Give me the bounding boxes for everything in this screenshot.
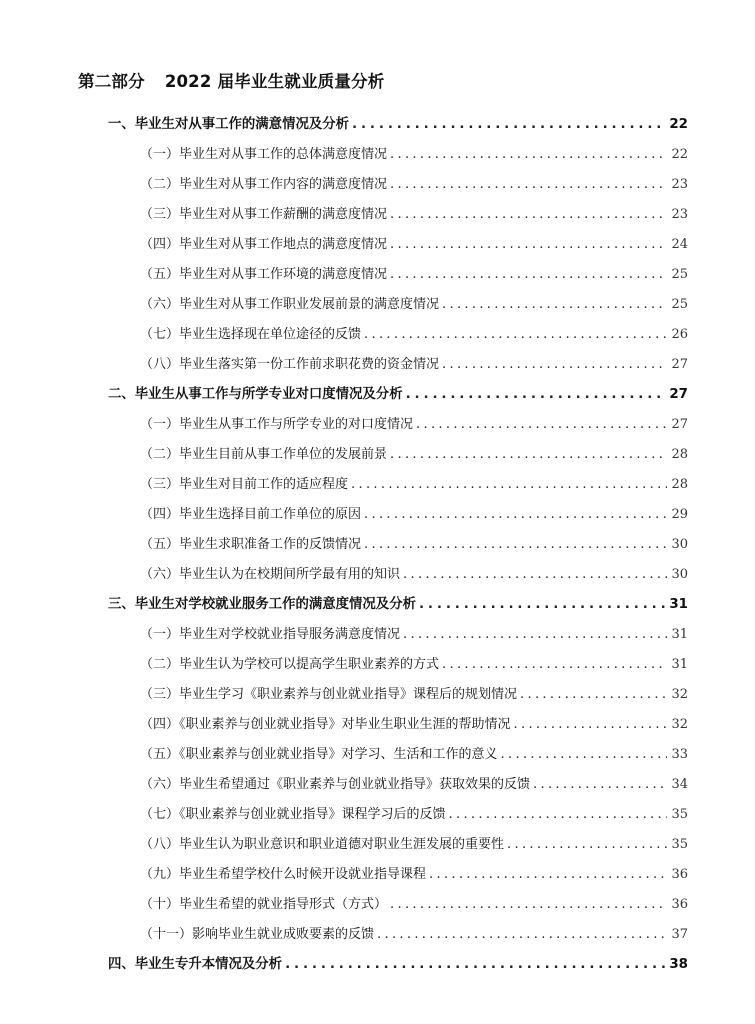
toc-subsection-entry[interactable] [140,174,688,196]
toc-entry-label: （三）毕业生对目前工作的适应程度 [140,477,349,492]
toc-page-number: 28 [671,447,688,462]
part-title-text: 2022 届毕业生就业质量分析 [164,72,385,91]
toc-entry-label: （十一）影响毕业生就业成败要素的反馈 [140,927,375,942]
toc-page-number: 37 [671,927,688,942]
toc-entry-label: （二）毕业生目前从事工作单位的发展前景 [140,447,388,462]
dot-leader [416,414,667,436]
dot-leader [520,684,667,706]
toc-page-number: 24 [671,237,688,252]
dot-leader [390,444,667,466]
toc-page-number: 22 [671,147,688,162]
toc-entry-label: （四）《职业素养与创业就业指导》对毕业生职业生涯的帮助情况 [140,717,511,732]
toc-entry-label: （一）毕业生从事工作与所学专业的对口度情况 [140,417,414,432]
toc-entry-label: （三）毕业生学习《职业素养与创业就业指导》课程后的规划情况 [140,687,518,702]
toc-page-number: 35 [671,807,688,822]
toc-entry-label: （六）毕业生希望通过《职业素养与创业就业指导》获取效果的反馈 [140,777,531,792]
toc-entry-label: （二）毕业生对从事工作内容的满意度情况 [140,177,388,192]
toc-page-number: 36 [671,867,688,882]
dot-leader [419,594,665,616]
toc-page-number: 32 [671,717,688,732]
toc-entry-label: 二、毕业生从事工作与所学专业对口度情况及分析 [108,387,403,402]
toc-subsection-entry[interactable] [140,414,688,436]
toc-page-number: 25 [671,297,688,312]
toc-subsection-entry[interactable] [140,294,688,316]
dot-leader [406,384,666,406]
toc-subsection-entry[interactable] [140,744,688,766]
toc-entry-label: （三）毕业生对从事工作薪酬的满意度情况 [140,207,388,222]
toc-page-number: 23 [671,177,688,192]
toc-subsection-entry[interactable] [140,324,688,346]
toc-subsection-entry[interactable] [140,144,688,166]
dot-leader [364,504,667,526]
toc-section-entry[interactable] [108,114,688,136]
dot-leader [449,804,668,826]
dot-leader [364,534,667,556]
toc-section-entry[interactable] [108,954,688,976]
toc-subsection-entry[interactable] [140,234,688,256]
dot-leader [390,234,667,256]
dot-leader [514,714,668,736]
toc-subsection-entry[interactable] [140,864,688,886]
toc-subsection-entry[interactable] [140,834,688,856]
toc-subsection-entry[interactable] [140,894,688,916]
toc-subsection-entry[interactable] [140,774,688,796]
toc-subsection-entry[interactable] [140,354,688,376]
dot-leader [501,744,668,766]
dot-leader [377,924,667,946]
toc-subsection-entry[interactable] [140,474,688,496]
dot-leader [390,174,667,196]
toc-subsection-entry[interactable] [140,534,688,556]
toc-subsection-entry[interactable] [140,624,688,646]
part-number: 第二部分 [78,72,145,91]
toc-page-number: 31 [671,627,688,642]
toc-subsection-entry[interactable] [140,804,688,826]
toc-page-number: 38 [669,957,688,972]
dot-leader [364,324,667,346]
toc-page-number: 30 [671,567,688,582]
toc-page-number: 30 [671,537,688,552]
dot-leader [442,354,667,376]
dot-leader [390,144,667,166]
toc-entry-label: （六）毕业生认为在校期间所学最有用的知识 [140,567,401,582]
toc-page-number: 27 [671,417,688,432]
toc-entry-label: （二）毕业生认为学校可以提高学生职业素养的方式 [140,657,440,672]
toc-entry-label: （八）毕业生落实第一份工作前求职花费的资金情况 [140,357,440,372]
toc-page-number: 27 [669,387,688,402]
toc-entry-label: （五）毕业生对从事工作环境的满意度情况 [140,267,388,282]
toc-page-number: 33 [671,747,688,762]
toc-page-number: 34 [671,777,688,792]
toc-entry-label: （一）毕业生对学校就业指导服务满意度情况 [140,627,401,642]
toc-entry-label: 一、毕业生对从事工作的满意情况及分析 [108,117,350,132]
toc-subsection-entry[interactable] [140,684,688,706]
toc-page-number: 22 [669,117,688,132]
toc-page-number: 36 [671,897,688,912]
toc-subsection-entry[interactable] [140,264,688,286]
toc-subsection-entry[interactable] [140,204,688,226]
toc-page-number: 26 [671,327,688,342]
toc-entry-label: （五）《职业素养与创业就业指导》对学习、生活和工作的意义 [140,747,498,762]
toc-entry-label: （八）毕业生认为职业意识和职业道德对职业生涯发展的重要性 [140,837,505,852]
toc-page-number: 29 [671,507,688,522]
dot-leader [352,114,665,136]
toc-page-number: 27 [671,357,688,372]
toc-page-number: 31 [671,657,688,672]
part-heading [78,68,384,92]
dot-leader [390,894,667,916]
dot-leader [403,564,667,586]
toc-entry-label: （七）毕业生选择现在单位途径的反馈 [140,327,362,342]
toc-subsection-entry[interactable] [140,714,688,736]
dot-leader [442,294,667,316]
toc-subsection-entry[interactable] [140,504,688,526]
dot-leader [390,264,667,286]
dot-leader [403,624,667,646]
toc-page-number: 23 [671,207,688,222]
toc-entry-label: （十）毕业生希望的就业指导形式（方式） [140,897,388,912]
toc-subsection-entry[interactable] [140,924,688,946]
toc-entry-label: 三、毕业生对学校就业服务工作的满意度情况及分析 [108,597,416,612]
toc-page-number: 35 [671,837,688,852]
dot-leader [442,654,667,676]
toc-page-number: 28 [671,477,688,492]
dot-leader [507,834,667,856]
toc-entry-label: （六）毕业生对从事工作职业发展前景的满意度情况 [140,297,440,312]
toc-entry-label: （七）《职业素养与创业就业指导》课程学习后的反馈 [140,807,446,822]
toc-entry-label: （四）毕业生选择目前工作单位的原因 [140,507,362,522]
toc-subsection-entry[interactable] [140,444,688,466]
dot-leader [390,204,667,226]
toc-page-number: 31 [669,597,688,612]
toc-section-entry[interactable] [108,594,688,616]
toc-entry-label: 四、毕业生专升本情况及分析 [108,957,283,972]
toc-entry-label: （一）毕业生对从事工作的总体满意度情况 [140,147,388,162]
dot-leader [429,864,667,886]
toc-entry-label: （五）毕业生求职准备工作的反馈情况 [140,537,362,552]
toc-section-entry[interactable] [108,384,688,406]
dot-leader [351,474,667,496]
toc-subsection-entry[interactable] [140,654,688,676]
dot-leader [533,774,667,796]
toc-entry-label: （四）毕业生对从事工作地点的满意度情况 [140,237,388,252]
toc-page-number: 32 [671,687,688,702]
toc-page-number: 25 [671,267,688,282]
dot-leader [285,954,665,976]
toc-subsection-entry[interactable] [140,564,688,586]
toc-entry-label: （九）毕业生希望学校什么时候开设就业指导课程 [140,867,427,882]
